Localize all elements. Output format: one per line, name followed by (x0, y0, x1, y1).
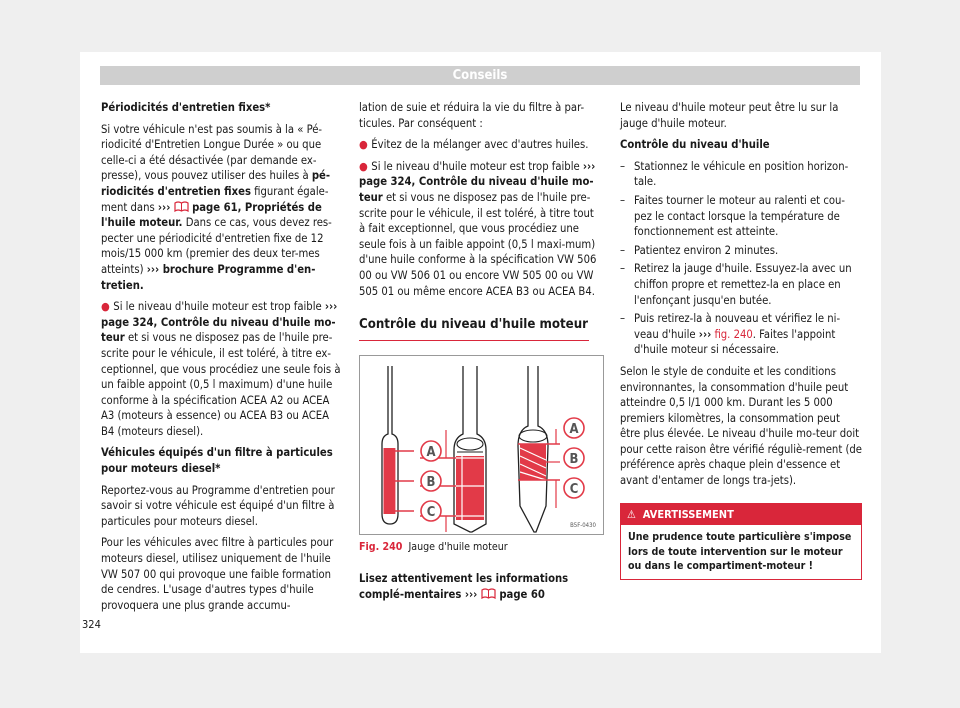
book-icon (174, 201, 189, 212)
dipstick-left (382, 366, 414, 524)
list-item: – Retirez la jauge d'huile. Essuyez-la avec un chiffon propre et remettez-la en place en l'enfonçant jusqu'en butée. (620, 261, 862, 308)
column-3 (620, 100, 862, 580)
paragraph-fixed-intervals: Si votre véhicule n'est pas soumis à la « Pé-riodicité d'Entretien Longue Durée » ou que celle-ci a été désactivée (par demande ex-presse), vous pouvez utiliser des huiles à pé-riodicités d'entretien fixes figurant égale-ment dans ››› page 61, Propriétés de l'huile moteur. Dans ce cas, vous devez res-pecter une périodicité d'entretien fixe de 12 mois/15 000 km (premier des deux ter-mes atteints) ››› brochure Programme d'en-tretien. (101, 122, 332, 292)
svg-text:B: B (569, 451, 579, 467)
paragraph-consumption: Selon le style de conduite et les conditions environnantes, la consommation d'huile peut atteindre 0,5 l/1 000 km. Durant les 5 000 premiers kilomètres, la consommation peut être plus élevée. Le niveau d'huile mo-teur doit pour cette raison être vérifié réguliè-rement (de préférence après chaque plein d'essence et avant d'entamer de longs tra-jets). (620, 364, 862, 488)
link-maintenance-brochure[interactable]: brochure Programme d'en-tretien. (101, 262, 316, 292)
svg-text:A: A (569, 421, 579, 437)
figure-code: B5F-0430 (570, 521, 596, 529)
heading-fixed-intervals: Périodicités d'entretien fixes* (101, 101, 271, 114)
svg-text:C: C (426, 504, 436, 520)
svg-text:B: B (426, 474, 436, 490)
paragraph-vw-oil: Pour les véhicules avec filtre à particules pour moteurs diesel, utilisez uniquement de l'huile VW 507 00 qui provoque une faible formation de cendres. L'usage d'autres types d'huile provoquera une plus grande accumu- (101, 536, 334, 612)
list-item: – Stationnez le véhicule en position horizon-tale. (620, 159, 862, 190)
labels-right (564, 418, 584, 498)
dipstick-right (518, 366, 560, 532)
book-icon (481, 588, 496, 599)
steps-list (620, 159, 862, 358)
link-oil-level-check[interactable]: page 324, Contrôle du niveau d'huile mo-teur (101, 315, 336, 345)
read-more: Lisez attentivement les informations complé-mentaires ››› page 60 (359, 572, 569, 601)
figure-caption: Fig. 240 Jauge d'huile moteur (359, 540, 508, 553)
heading-oil-check: Contrôle du niveau d'huile (620, 138, 770, 152)
warning-header: ⚠ AVERTISSEMENT (621, 504, 861, 526)
list-item: – Patientez environ 2 minutes. (620, 243, 862, 259)
column-1 (101, 100, 343, 619)
figure-dipstick (359, 355, 604, 535)
section-title-oil-check: Contrôle du niveau d'huile moteur (359, 317, 589, 341)
svg-text:C: C (569, 481, 579, 497)
warning-text: Une prudence toute particulière s'impose lors de toute intervention sur le moteur ou dans le compartiment-moteur ! (628, 531, 852, 573)
link-oil-level-check-2[interactable]: page 324, Contrôle du niveau d'huile mo-teur (359, 175, 594, 204)
list-item: – Faites tourner le moteur au ralenti et cou-pez le contact lorsque la température de fonctionnement est atteinte. (620, 193, 862, 240)
paragraph-particle-filter: Reportez-vous au Programme d'entretien pour savoir si votre véhicule est équipé d'un filtre à particules pour moteurs diesel. (101, 483, 335, 528)
bullet-no-mix: ● Évitez de la mélanger avec d'autres huiles. (359, 138, 589, 152)
bullet-dot: ● (101, 300, 114, 314)
link-oil-properties[interactable]: page 61, Propriétés de l'huile moteur. (101, 200, 322, 230)
link-page-60[interactable]: page 60 (495, 587, 545, 601)
svg-text:A: A (426, 444, 436, 460)
paragraph-continued: lation de suie et réduira la vie du filtre à par-ticules. Par conséquent : (359, 101, 585, 130)
section-header: Conseils (100, 66, 860, 85)
list-item: – Puis retirez-la à nouveau et vérifiez le ni-veau d'huile ››› fig. 240. Faites l'appoint d'huile moteur si nécessaire. (620, 311, 862, 358)
paragraph-dipstick-intro: Le niveau d'huile moteur peut être lu sur la jauge d'huile moteur. (620, 101, 839, 130)
dipstick-illustration (360, 356, 603, 534)
labels-left (421, 441, 441, 521)
heading-particle-filter: Véhicules équipés d'un filtre à particules pour moteurs diesel* (101, 446, 333, 476)
link-fig-240[interactable]: fig. 240 (711, 327, 753, 341)
warning-icon: ⚠ (627, 507, 636, 521)
bullet-low-oil: ● Si le niveau d'huile moteur est trop faible ››› page 324, Contrôle du niveau d'huile mo-teur et si vous ne disposez pas de l'huile pre-scrite pour le véhicule, il est toléré, à titre ex-ceptionnel, que vous procédiez une seule fois à un faible appoint (0,5 l maximum) d'une huile conforme à la spécification ACEA A2 ou ACEA A3 (moteurs à essence) ou ACEA B3 ou ACEA B4 (moteurs diesel). (101, 300, 341, 438)
ref-arrow: ››› (157, 200, 171, 214)
column-2 (359, 100, 602, 609)
warning-box (620, 503, 862, 580)
bullet-low-oil-2: ● Si le niveau d'huile moteur est trop faible ››› page 324, Contrôle du niveau d'huile mo-teur et si vous ne disposez pas de l'huile pre-scrite pour le véhicule, il est toléré, à titre tout à fait exceptionnel, que vous procédiez une seule fois à un faible appoint (0,5 l maxi-mum) d'une huile conforme à la spécification VW 506 00 ou VW 506 01 ou encore VW 505 00 ou VW 505 01 ou même encore ACEA B3 ou ACEA B4. (359, 159, 597, 298)
page-number: 324 (82, 618, 101, 631)
